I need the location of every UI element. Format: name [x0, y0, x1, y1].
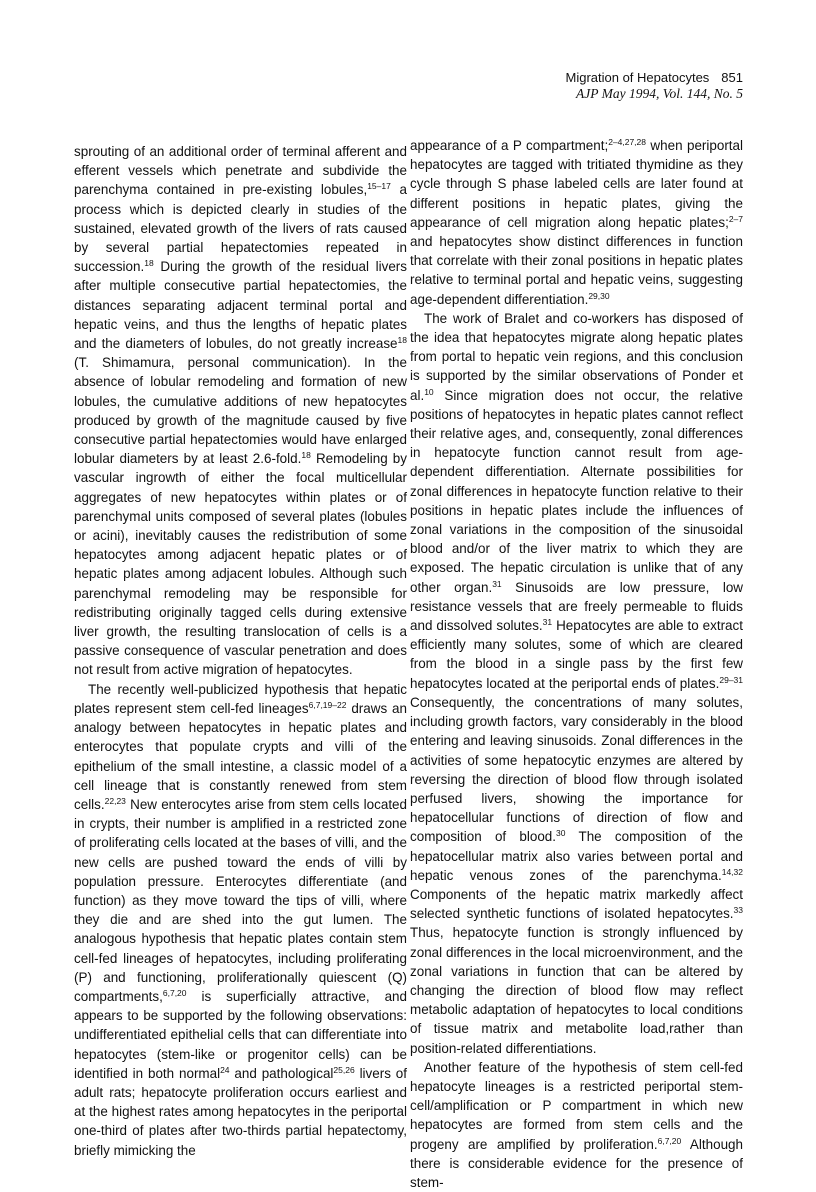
citation-ref: 25,26 — [333, 1064, 355, 1075]
citation-ref: 31 — [492, 578, 502, 589]
citation-ref: 29–31 — [719, 674, 743, 685]
citation-ref: 18 — [301, 450, 311, 461]
citation-ref: 6,7,20 — [657, 1135, 682, 1146]
citation-ref: 14,32 — [721, 866, 743, 877]
running-title: Migration of Hepatocytes — [565, 70, 710, 85]
journal-citation: AJP May 1994, Vol. 144, No. 5 — [576, 86, 743, 101]
citation-ref: 30 — [556, 828, 566, 839]
citation-ref: 22,23 — [104, 795, 126, 806]
citation-ref: 2–4,27,28 — [608, 137, 647, 147]
right-column — [410, 136, 743, 1192]
citation-ref: 10 — [424, 386, 434, 397]
running-header — [566, 70, 744, 102]
citation-ref: 33 — [733, 905, 743, 916]
page-number: 851 — [721, 70, 743, 85]
citation-ref: 18 — [397, 335, 407, 346]
citation-ref: 2–7 — [728, 213, 743, 224]
paragraph: Another feature of the hypothesis of stem cell-fed hepatocyte lineages is a restricted periportal stem-cell/amplification or P compartment in which new hepatocytes are formed from stem cells and the progeny are amplified by proliferation.$^{6,7,20}$ Although there is considerable evidence for the presence of stem- — [410, 1059, 743, 1190]
paragraph: The work of Bralet and co-workers has disposed of the idea that hepatocytes migrate along hepatic plates from portal to hepatic vein regions, and this conclusion is supported by the similar observations of Ponder et al.$^{10}$ Since migration does not occur, the relative positions of hepatocytes in hepatic plates cannot reflect their relative ages, and, consequently, zonal differences in hepatocyte function cannot result from age-dependent differentiation. Alternate possibilities for zonal differences in hepatocyte function relative to their positions in hepatic plates include the influences of zonal variations in the composition of the sinusoidal blood and/or of the liver matrix to which they are exposed. The hepatic circulation is unlike that of any other organ.$^{31}$ Sinusoids are low pressure, low resistance vessels that are freely permeable to fluids and dissolved solutes.$^{31}$ Hepatocytes are able to extract efficiently many solutes, some of which are cleared from the blood in a single pass by the first few hepatocytes located at the periportal ends of plates.$^{29-31}$ Consequently, the concentrations of many solutes, including growth factors, vary considerably in the blood entering and leaving sinusoids. Zonal differences in the activities of some hepatocytic enzymes are altered by reversing the direction of blood flow through isolated perfused livers, showing the importance for hepatocellular functions of direction of flow and composition of blood.$^{30}$ The composition of the hepatocellular matrix also varies between portal and hepatic venous zones of the parenchyma.$^{14,32}$ Components of the hepatic matrix markedly affect selected synthetic functions of isolated hepatocytes.$^{33}$ Thus, hepatocyte function is strongly influenced by zonal differences in the local microenvironment, and the zonal variations in function that can be altered by changing the direction of blood flow may reflect metabolic adaptation of hepatocytes to local conditions of tissue matrix and metabolite load,rather than position-related differentiations. — [410, 310, 743, 1056]
paragraph: The recently well-publicized hypothesis that hepatic plates represent stem cell-fed lineages$^{6,7,19-22}$ draws an analogy between hepatocytes in hepatic plates and enterocytes that populate crypts and villi of the epithelium of the small intestine, a classic model of a cell lineage that is constantly renewed from stem cells.$^{22,23}$ New enterocytes arise from stem cells located in crypts, their number is amplified in a restricted zone of proliferating cells located at the bases of villi, and the new cells are pushed toward the ends of villi by population pressure. Enterocytes differentiate (and function) as they move toward the tips of villi, where they die and are shed into the gut lumen. The analogous hypothesis that hepatic plates contain stem cell-fed lineages of hepatocytes, including proliferating (P) and functioning, proliferationally quiescent (Q) compartments,$^{6,7,20}$ is superficially attractive, and appears to be supported by the following observations: undifferentiated epithelial cells that can differentiate into hepatocytes (stem-like or progenitor cells) can be identified in both normal$^{24}$ and pathological$^{25,26}$ livers of adult rats; hepatocyte proliferation occurs earliest and at the highest rates among hepatocytes in the periportal one-third of plates after two-thirds partial hepatectomy, briefly mimicking the — [74, 681, 407, 1158]
left-column — [74, 142, 407, 1160]
citation-ref: 6,7,20 — [162, 987, 187, 998]
paragraph: sprouting of an additional order of terminal afferent and efferent vessels which penetrate and subdivide the parenchyma contained in pre-existing lobules,$^{15-17}$ a process which is depicted clearly in studies of the sustained, elevated growth of the livers of rats caused by several partial hepatectomies repeated in succession.$^{18}$ During the growth of the residual livers after multiple consecutive partial hepatectomies, the distances separating adjacent terminal portal and hepatic veins, and thus the lengths of hepatic plates and the diameters of lobules, do not greatly increase$^{18}$ (T. Shimamura, personal communication). In the absence of lobular remodeling and formation of new lobules, the cumulative additions of new hepatocytes produced by growth of the magnitude caused by five consecutive partial hepatectomies would have enlarged lobular diameters by at least 2.6-fold.$^{18}$ Remodeling by vascular ingrowth of either the focal multicellular aggregates of new hepatocytes within plates or of parenchymal units composed of several plates (lobules or acini), inevitably causes the redistribution of some hepatocytes among adjacent hepatic plates or of hepatic plates among adjacent lobules. Although such parenchymal remodeling may be responsible for redistributing originally tagged cells during extensive liver growth, the resulting translocation of cells is a passive consequence of vascular penetration and does not result from active migration of hepatocytes. — [74, 144, 408, 678]
citation-ref: 29,30 — [588, 290, 610, 301]
paragraph: appearance of a P compartment;$^{2-4,27,28}$ when periportal hepatocytes are tagged with tritiated thymidine as they cycle through S phase labeled cells are later found at different positions in hepatic plates, giving the appearance of cell migration along hepatic plates;$^{2-7}$ and hepatocytes show distinct differences in function that correlate with their zonal positions in hepatic plates relative to terminal portal and hepatic veins, suggesting age-dependent differentiation.$^{29,30}$ — [410, 137, 743, 307]
citation-ref: 24 — [220, 1064, 230, 1075]
citation-ref: 6,7,19–22 — [308, 699, 347, 710]
citation-ref: 31 — [542, 617, 553, 628]
citation-ref: 15–17 — [367, 181, 391, 192]
citation-ref: 18 — [144, 258, 154, 269]
